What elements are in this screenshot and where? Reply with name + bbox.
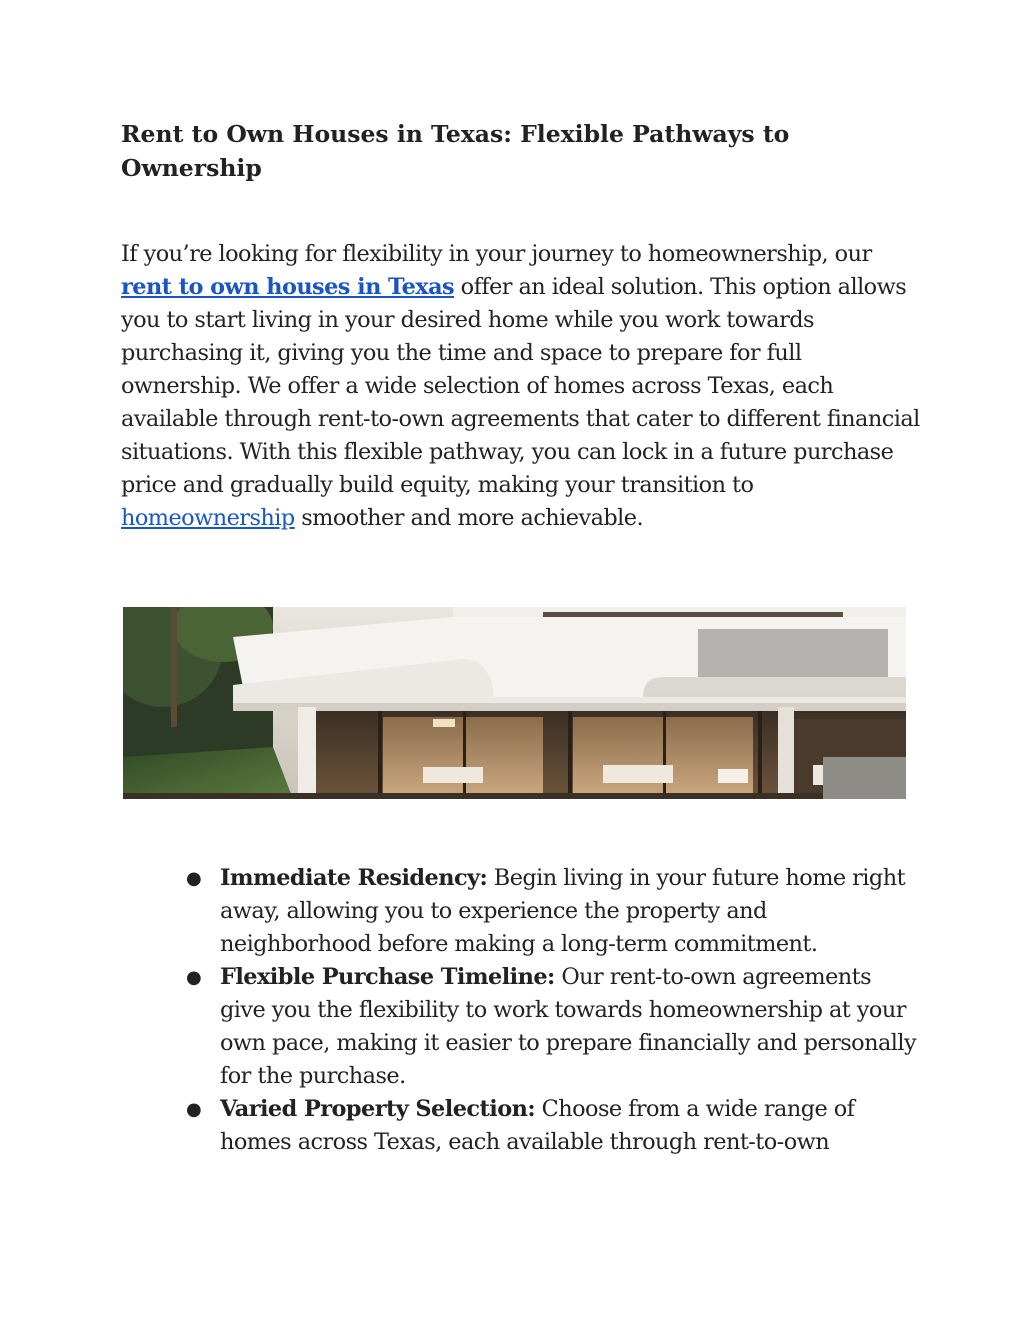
bullet-heading: Flexible Purchase Timeline: — [220, 964, 555, 990]
bullet-text: Begin living in your future home right away, allowing you to experience the property and neighborhood before making a long-term commitment. — [220, 865, 906, 957]
bullet-icon: ● — [186, 1099, 202, 1120]
homeownership-link[interactable]: homeownership — [121, 505, 295, 531]
intro-paragraph — [121, 238, 921, 535]
page-title: Rent to Own Houses in Texas: Flexible Pathways to Ownership — [121, 120, 790, 182]
list-item — [180, 1093, 920, 1159]
bullet-text: Choose from a wide range of homes across Texas, each available through rent-to-own — [220, 1096, 855, 1155]
list-item — [180, 961, 920, 1093]
bullet-icon: ● — [186, 868, 202, 889]
intro-text-middle: offer an ideal solution. This option allows you to start living in your desired home while you work towards purchasing it, giving you the time and space to prepare for full ownership. We offer a wide selection of homes across Texas, each available through rent-to-own agreements that cater to different financial situations. With this flexible pathway, you can lock in a future purchase price and gradually build equity, making your transition to — [121, 274, 920, 498]
rent-to-own-link[interactable]: rent to own houses in Texas — [121, 274, 455, 300]
list-item — [180, 862, 920, 961]
bullet-heading: Varied Property Selection: — [220, 1096, 536, 1122]
bullet-icon: ● — [186, 967, 202, 988]
bullet-heading: Immediate Residency: — [220, 865, 488, 891]
bullet-text: Our rent-to-own agreements give you the flexibility to work towards homeownership at your own pace, making it easier to prepare financially and personally for the purchase. — [220, 964, 917, 1089]
intro-text-start: If you’re looking for flexibility in your journey to homeownership, our — [121, 241, 872, 267]
intro-text-end: smoother and more achievable. — [294, 505, 644, 531]
benefits-list — [180, 862, 920, 1159]
house-photo — [123, 607, 906, 799]
